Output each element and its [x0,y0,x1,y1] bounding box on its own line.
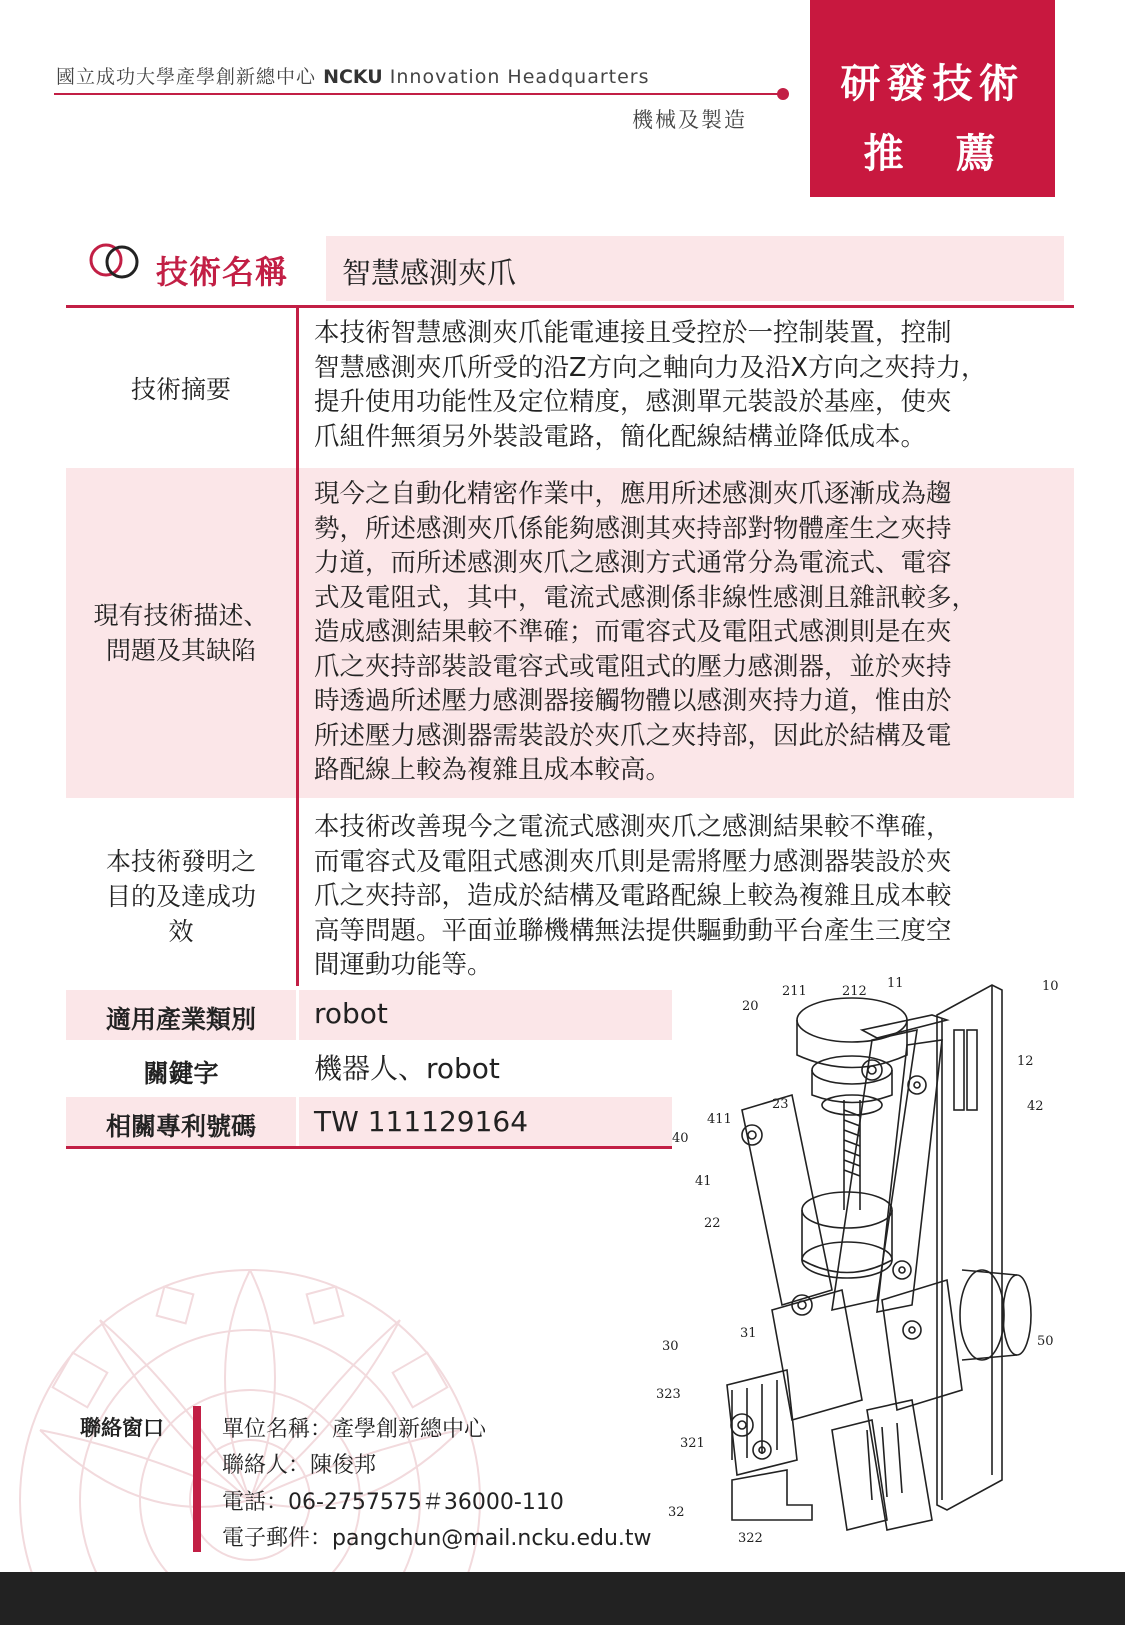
contact-label: 聯絡窗口 [80,1416,164,1440]
purpose-line: 爪之夾持部，造成於結構及電路配線上較為複雜且成本較 [314,881,952,911]
header-rule-dot [777,88,789,100]
prior-art-label-line: 問題及其缺陷 [105,636,256,665]
prior-art-line: 勢，所述感測夾爪係能夠感測其夾持部對物體產生之夾持 [314,513,952,544]
badge-line1: 研發技術 [840,60,1025,107]
fig-label: 30 [662,1339,679,1354]
prior-art-label-line: 現有技術描述、 [93,601,269,630]
tech-name-label: 技術名稱 [156,253,289,291]
fig-label: 12 [1017,1054,1034,1069]
fig-label: 211 [782,984,807,999]
fig-label: 40 [672,1131,689,1146]
purpose-line: 間運動功能等。 [314,950,493,980]
prior-art-line: 爪之夾持部裝設電容式或電阻式的壓力感測器，並於夾持 [314,651,952,682]
fig-label: 23 [772,1097,789,1112]
org-name-zh: 國立成功大學產學創新總中心 [56,66,317,88]
prior-art-line: 力道，而所述感測夾爪之感測方式通常分為電流式、電容 [314,548,952,578]
fig-label: 22 [704,1216,721,1231]
rings-icon [86,240,144,282]
fig-label: 323 [656,1387,681,1402]
patent-label: 相關專利號碼 [105,1112,256,1141]
prior-art-line: 造成感測結果較不準確；而電容式及電阻式感測則是在夾 [314,617,952,647]
org-name-en: Innovation Headquarters [389,66,650,88]
prior-art-text [314,477,977,788]
summary-label: 技術摘要 [130,375,231,404]
industry-label: 適用產業類別 [105,1005,256,1034]
keywords-label: 關鍵字 [143,1059,219,1088]
badge-line2: 推 薦 [863,130,1002,177]
header-rule [54,93,782,95]
summary-text [314,316,986,454]
fig-label: 322 [738,1531,763,1546]
purpose-text [314,810,952,983]
purpose-line: 本技術改善現今之電流式感測夾爪之感測結果較不準確， [314,812,952,842]
prior-art-line: 路配線上較為複雜且成本較高。 [314,755,672,785]
prior-art-line: 時透過所述壓力感測器接觸物體以感測夾持力道，惟由於 [314,686,952,716]
purpose-label [66,844,296,949]
keywords-value: 機器人、robot [314,1052,500,1085]
tech-name-value: 智慧感測夾爪 [342,256,517,290]
fig-label: 42 [1027,1099,1044,1114]
footer-bar [0,1572,1125,1625]
prior-art-line: 所述壓力感測器需裝設於夾爪之夾持部，因此於結構及電 [314,720,952,751]
contact-accent-bar [193,1406,201,1552]
prior-art-label [66,598,296,668]
contact-phone: 電話：06-2757575＃36000-110 [222,1490,564,1515]
prior-art-line: 現今之自動化精密作業中，應用所述感測夾爪逐漸成為趨 [314,479,952,509]
fig-label: 20 [742,999,759,1014]
purpose-line: 而電容式及電阻式感測夾爪則是需將壓力感測器裝設於夾 [314,846,952,877]
contact-unit: 單位名稱：產學創新總中心 [222,1417,487,1442]
summary-line: 爪組件無須另外裝設電路，簡化配線結構並降低成本。 [314,421,927,452]
fig-label: 321 [680,1436,705,1451]
fig-label: 31 [740,1326,757,1341]
fig-label: 50 [1037,1334,1054,1349]
contact-email[interactable]: 電子郵件：pangchun@mail.ncku.edu.tw [222,1526,652,1551]
purpose-label-line: 目的及達成功 [105,882,256,911]
fig-label: 411 [707,1112,732,1127]
fig-label: 32 [668,1505,685,1520]
fig-label: 41 [695,1174,712,1189]
fig-label: 212 [842,984,867,999]
org-name-en-bold: NCKU [323,66,383,88]
patent-value: TW 111129164 [314,1105,529,1138]
table-top-rule [66,305,1074,308]
fig-label: 10 [1042,979,1059,994]
gripper-patent-figure [656,960,1092,1560]
purpose-label-line: 本技術發明之 [105,847,256,876]
header-category: 機械及製造 [632,108,747,132]
purpose-line: 高等問題。平面並聯機構無法提供驅動動平台產生三度空 [314,915,952,946]
header-organization [56,62,650,89]
industry-value: robot [314,997,388,1030]
purpose-label-line: 效 [168,917,194,946]
prior-art-line: 式及電阻式，其中，電流式感測係非線性感測且雜訊較多， [314,582,978,613]
summary-line: 本技術智慧感測夾爪能電連接且受控於一控制裝置，控制 [314,318,952,348]
contact-person: 聯絡人：陳俊邦 [222,1453,377,1478]
summary-line: 提升使用功能性及定位精度，感測單元裝設於基座，使夾 [314,387,952,417]
fig-label: 11 [887,976,904,991]
summary-line: 智慧感測夾爪所受的沿Z方向之軸向力及沿X方向之夾持力， [314,352,987,383]
